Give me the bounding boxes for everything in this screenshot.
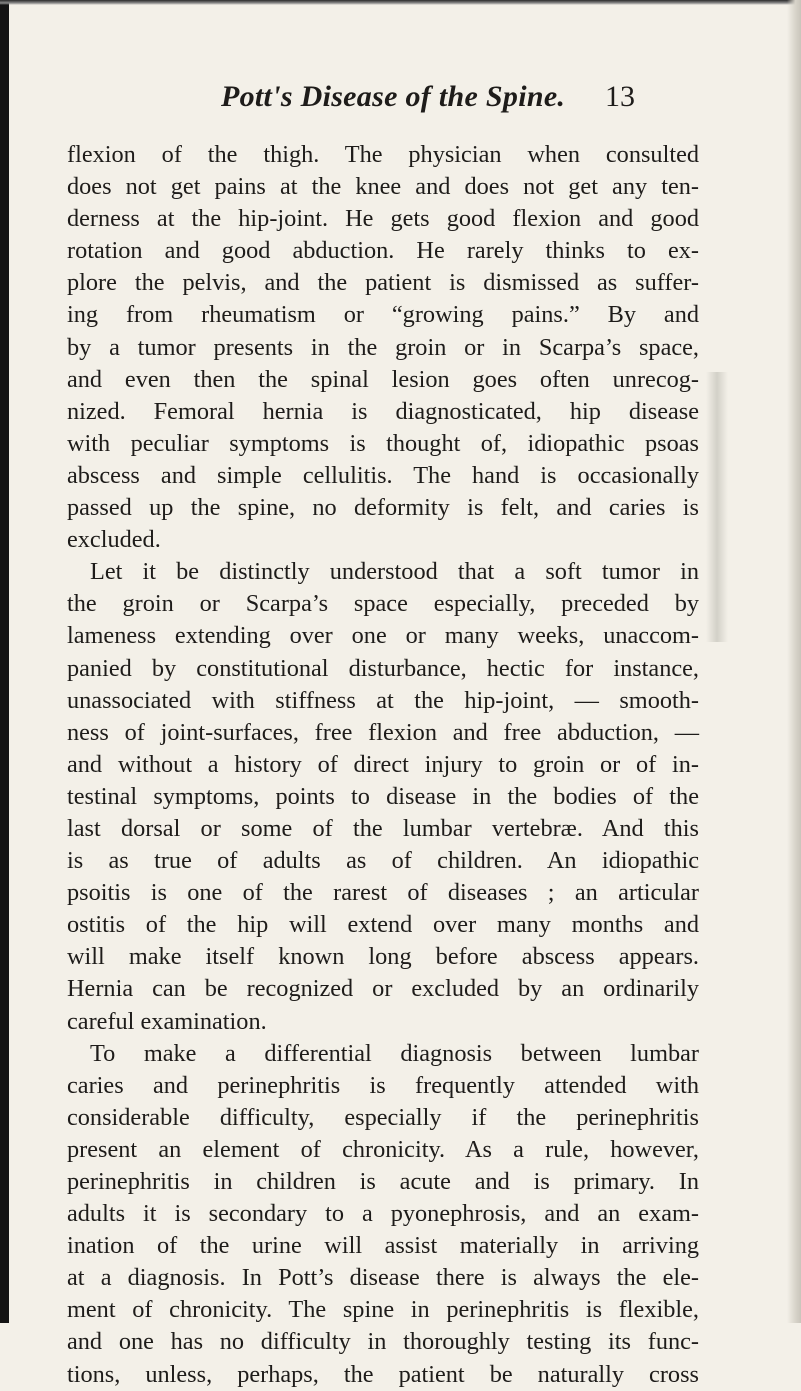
- show-through-mark: [706, 372, 728, 642]
- text-line: lameness extending over one or many weeks, unaccom-: [67, 622, 699, 650]
- body-text: [67, 139, 699, 1391]
- text-line: passed up the spine, no deformity is felt, and caries is: [67, 494, 699, 522]
- text-line: rotation and good abduction. He rarely thinks to ex-: [67, 237, 699, 265]
- text-line: adults it is secondary to a pyonephrosis, and an exam-: [67, 1200, 699, 1228]
- paragraph-end-line: excluded.: [67, 526, 161, 554]
- paragraph-start-line: To make a differential diagnosis between lumbar: [90, 1039, 699, 1067]
- text-line: considerable difficulty, especially if the perinephritis: [67, 1103, 699, 1131]
- text-line: is as true of adults as of children. An idiopathic: [67, 847, 699, 875]
- text-line: ness of joint-surfaces, free flexion and free abduction, —: [67, 718, 699, 746]
- text-line: last dorsal or some of the lumbar vertebræ. And this: [67, 814, 699, 842]
- text-line: plore the pelvis, and the patient is dismissed as suffer-: [67, 269, 699, 297]
- text-line: Hernia can be recognized or excluded by an ordinarily: [67, 975, 699, 1003]
- text-line: psoitis is one of the rarest of diseases ; an articular: [67, 879, 699, 907]
- text-line: does not get pains at the knee and does not get any ten-: [67, 173, 699, 201]
- text-line: with peculiar symptoms is thought of, idiopathic psoas: [67, 429, 699, 457]
- page-top-edge: [0, 0, 801, 5]
- text-line: ostitis of the hip will extend over many months and: [67, 911, 699, 939]
- text-line: tions, unless, perhaps, the patient be naturally cross: [67, 1360, 699, 1388]
- text-line: and even then the spinal lesion goes often unrecog-: [67, 365, 699, 393]
- text-line: ment of chronicity. The spine in perinephritis is flexible,: [67, 1296, 699, 1324]
- text-line: will make itself known long before abscess appears.: [67, 943, 699, 971]
- text-line: nized. Femoral hernia is diagnosticated, hip disease: [67, 397, 699, 425]
- text-line: at a diagnosis. In Pott’s disease there is always the ele-: [67, 1264, 699, 1292]
- text-line: unassociated with stiffness at the hip-joint, — smooth-: [67, 686, 699, 714]
- text-line: flexion of the thigh. The physician when consulted: [67, 141, 699, 168]
- text-line: ing from rheumatism or “growing pains.” By and: [67, 301, 699, 329]
- text-line: the groin or Scarpa’s space especially, preceded by: [67, 590, 699, 618]
- text-line: present an element of chronicity. As a rule, however,: [67, 1135, 699, 1163]
- text-line: panied by constitutional disturbance, hectic for instance,: [67, 654, 699, 682]
- text-line: and one has no difficulty in thoroughly testing its func-: [67, 1328, 699, 1356]
- paragraph-end-line: careful examination.: [67, 1007, 267, 1035]
- text-line: abscess and simple cellulitis. The hand is occasionally: [67, 461, 699, 489]
- text-line: perinephritis in children is acute and is primary. In: [67, 1168, 699, 1195]
- running-title: Pott's Disease of the Spine.: [221, 80, 566, 113]
- text-line: caries and perinephritis is frequently attended with: [67, 1071, 699, 1099]
- text-line: testinal symptoms, points to disease in the bodies of the: [67, 782, 699, 810]
- page-right-edge: [787, 0, 801, 1323]
- text-line: by a tumor presents in the groin or in Scarpa’s space,: [67, 333, 699, 361]
- page-header: [0, 80, 801, 120]
- text-line: and without a history of direct injury to groin or of in-: [67, 750, 699, 778]
- text-line: ination of the urine will assist materially in arriving: [67, 1232, 699, 1260]
- text-line: derness at the hip-joint. He gets good flexion and good: [67, 205, 699, 233]
- page-binding-edge: [0, 0, 9, 1323]
- paragraph-start-line: Let it be distinctly understood that a soft tumor in: [90, 558, 699, 586]
- page-number: 13: [605, 80, 635, 113]
